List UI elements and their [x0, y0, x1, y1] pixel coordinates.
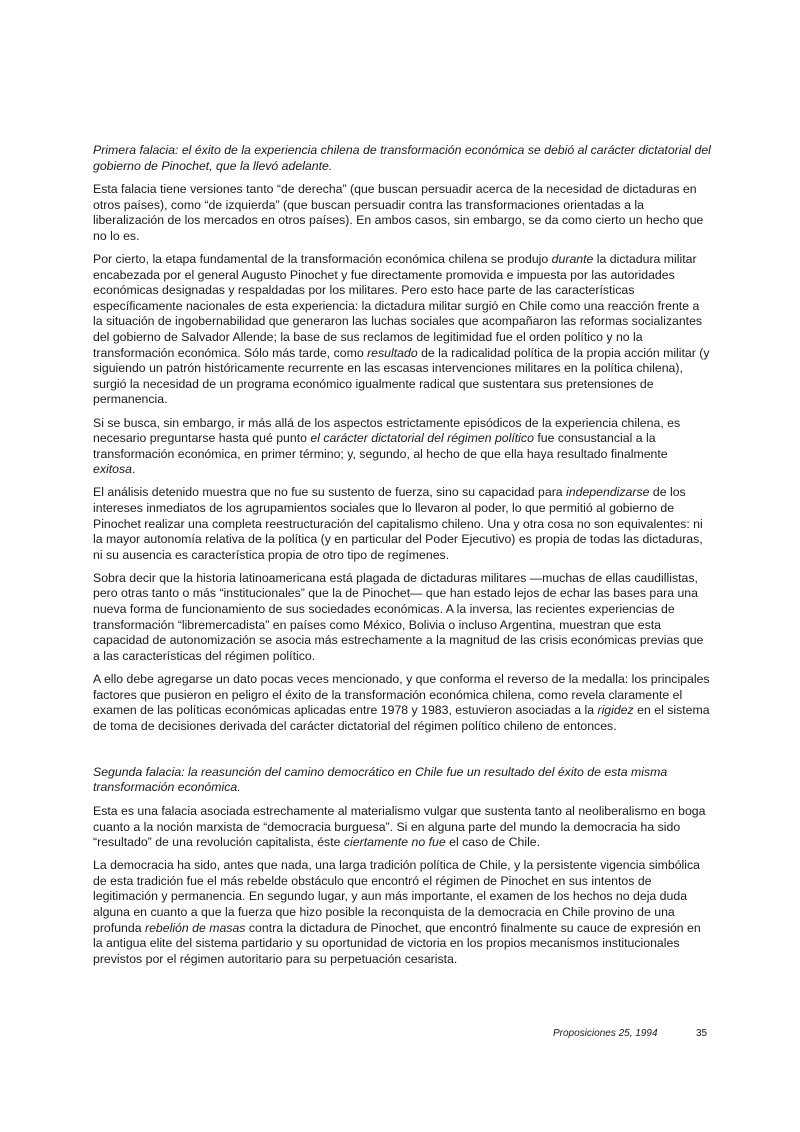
paragraph: Sobra decir que la historia latinoamericana está plagada de dictaduras militares —muchas de ellas caudillistas, pero otras tanto o más “institucionales” que la de Pinochet— que han estado lejos de echar las bases para una nueva forma de funcionamiento de sus sociedades económicas. A la inversa, las recientes experiencias de transformación “libremercadista” en países como México, Bolivia o incluso Argentina, muestran que esta capacidad de autonomización se asocia más estrechamente a la magnitud de las crisis económicas previas que a las características del régimen político. [93, 570, 704, 663]
page-number: 35 [696, 1028, 708, 1039]
text-run: en el sistema de toma de decisiones derivada del carácter dictatorial del régimen político chileno de entonces. [93, 703, 710, 733]
emphasis-text: resultado [367, 345, 418, 360]
paragraph [93, 672, 711, 734]
text-run: fue consustancial a la transformación económica, en primer término; y, segundo, al hecho de que ella haya resultado finalmente [93, 431, 668, 461]
section-heading-segunda-falacia: Segunda falacia: la reasunción del camino democrático en Chile fue un resultado del éxito de esta misma transformación económica. [93, 764, 668, 795]
page-footer [553, 1028, 708, 1040]
emphasis-text: rigidez [597, 703, 634, 718]
paragraph [93, 252, 711, 408]
emphasis-text: durante [551, 252, 594, 267]
text-run: contra la dictadura de Pinochet, que encontró finalmente su cauce de expresión en la antigua elite del sistema partidario y su oportunidad de victoria en los propios mecanismos institucionales previstos por el régimen autoritario para su perpetuación cesarista. [93, 920, 701, 966]
text-run: A ello debe agregarse un dato pocas veces mencionado, y que conforma el reverso de la medalla: los principales factores que pusieron en peligro el éxito de la transformación económica chilena, como revela claramente el examen de las políticas económicas aplicadas entre 1978 y 1983, estuvieron asociadas a la [93, 671, 710, 718]
text-run: la dictadura militar encabezada por el general Augusto Pinochet y fue directamente promovida e impuesta por las autoridades económicas designadas y respaldadas por los militares. Pero esto hace parte de las características específicamente nacionales de esta experiencia: la dictadura militar surgió en Chile como una reacción frente a la situación de ingobernabilidad que generaron las luchas sociales que acompañaron las reformas socializantes del gobierno de Salvador Allende; la base de sus reclamos de legitimidad fue el orden político y no la transformación económica. Sólo más tarde, como [93, 252, 703, 360]
paragraph: Esta falacia tiene versiones tanto “de derecha” (que buscan persuadir acerca de la necesidad de dictaduras en otros países), como “de izquierda” (que buscan persuadir contra las transformaciones orientadas a la liberalización de los mercados en otros países). En ambos casos, sin embargo, se da como cierto un hecho que no lo es. [93, 182, 704, 243]
paragraph [93, 416, 711, 478]
article-body [93, 143, 711, 975]
paragraph [93, 858, 711, 967]
text-run: Esta es una falacia asociada estrechamente al materialismo vulgar que sustenta tanto al neoliberalismo en boga cuanto a la noción marxista de “democracia burguesa”. Si en alguna parte del mundo la democracia ha sido “resultado” de una revolución capitalista, éste [93, 803, 706, 850]
emphasis-text: ciertamente no fue [343, 835, 446, 850]
text-run: La democracia ha sido, antes que nada, una larga tradición política de Chile, y la persistente vigencia simbólica de esta tradición fue el más rebelde obstáculo que encontró el régimen de Pinochet en sus intentos de legitimación y permanencia. En segundo lugar, y aun más importante, el examen de los hechos no deja duda alguna en cuanto a que la fuerza que hizo posible la reconquista de la democracia en Chile provino de una profunda [93, 858, 701, 935]
text-run: el caso de Chile. [445, 835, 541, 850]
text-run: El análisis detenido muestra que no fue su sustento de fuerza, sino su capacidad para [93, 485, 567, 500]
section-spacer [93, 742, 711, 765]
paragraph [93, 485, 711, 563]
emphasis-text: exitosa [93, 462, 132, 477]
emphasis-text: el carácter dictatorial del régimen político [310, 431, 534, 446]
text-run: de la radicalidad política de la propia acción militar (y siguiendo un patrón históricamente recurrente en las escasas intervenciones militares en la política chilena), surgió la necesidad de un programa económico igualmente radical que sustentara sus pretensiones de permanencia. [93, 345, 710, 407]
text-run: Si se busca, sin embargo, ir más allá de los aspectos estrictamente episódicos de la experiencia chilena, es necesario preguntarse hasta qué punto [93, 415, 681, 446]
paragraph [93, 804, 711, 851]
emphasis-text: rebelión de masas [144, 920, 246, 935]
journal-citation: Proposiciones 25, 1994 [553, 1028, 658, 1039]
text-run: Por cierto, la etapa fundamental de la transformación económica chilena se produjo [93, 252, 552, 267]
text-run: de los intereses inmediatos de los agrupamientos sociales que lo llevaron al poder, lo que permitió al gobierno de Pinochet realizar una completa reestructuración del capitalismo chileno. Una y otra cosa no son equivalentes: ni la mayor autonomía relativa de la política (y en particular del Poder Ejecutivo) es propia de todas las dictaduras, ni su ausencia es característica propia de otro tipo de regímenes. [93, 485, 703, 562]
text-run: . [131, 462, 136, 477]
section-heading-primera-falacia: Primera falacia: el éxito de la experiencia chilena de transformación económica se debió al carácter dictatorial del gobierno de Pinochet, que la llevó adelante. [93, 143, 711, 173]
emphasis-text: independizarse [566, 485, 650, 500]
